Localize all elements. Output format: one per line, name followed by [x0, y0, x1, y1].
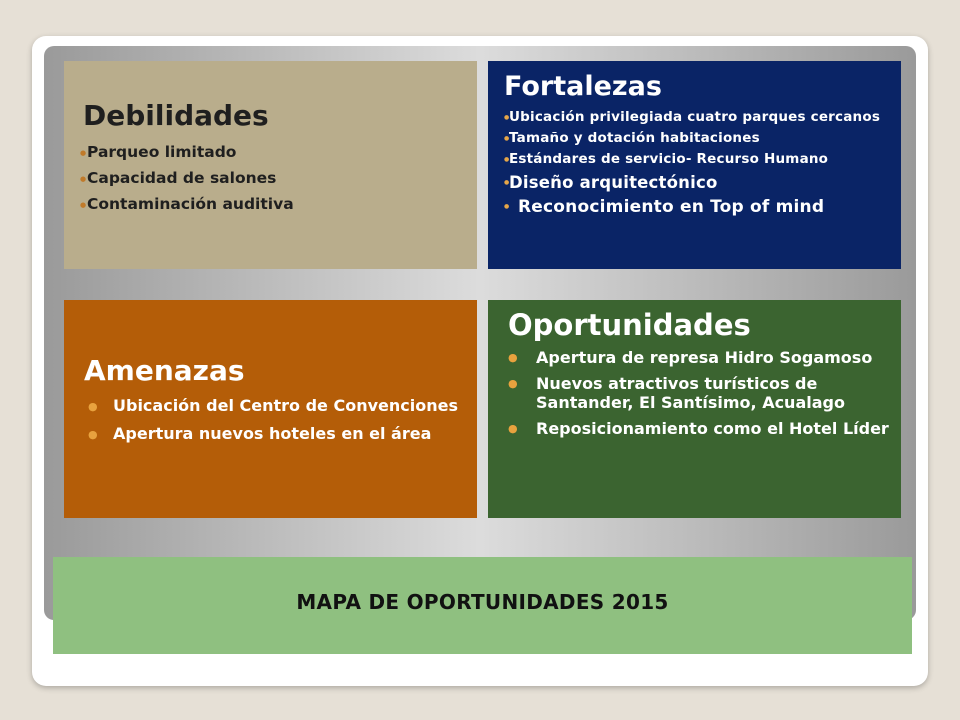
list-item: ● Nuevos atractivos turísticos de Santander, El Santísimo, Acualago [508, 374, 845, 412]
bullet-icon: ● [80, 149, 87, 157]
bullet-icon: ● [504, 179, 510, 186]
list-item: ● Estándares de servicio- Recurso Humano [504, 151, 829, 167]
amenazas-list [86, 395, 461, 451]
fortalezas-panel [488, 61, 901, 269]
oportunidades-title: Oportunidades [508, 308, 751, 342]
bullet-icon: ● [508, 377, 518, 390]
oportunidades-list [508, 348, 898, 445]
bullet-icon: ● [80, 201, 87, 209]
bullet-icon: ● [88, 400, 98, 413]
debilidades-title: Debilidades [83, 99, 269, 132]
list-item: ● Reconocimiento en Top of mind [504, 197, 825, 217]
bullet-icon: ● [504, 156, 510, 163]
bullet-icon: ● [508, 422, 518, 435]
bullet-icon: ● [88, 428, 98, 441]
list-item: ● Ubicación privilegiada cuatro parques cercanos [504, 109, 881, 125]
fortalezas-title: Fortalezas [504, 71, 662, 102]
amenazas-title: Amenazas [84, 354, 245, 387]
list-item: ● Capacidad de salones [80, 165, 460, 191]
amenazas-panel [64, 300, 477, 518]
bullet-icon: ● [504, 135, 510, 142]
bullet-icon: ● [504, 114, 510, 121]
bullet-icon: ● [508, 351, 518, 364]
title-banner [53, 557, 912, 654]
banner-title: MAPA DE OPORTUNIDADES 2015 [296, 590, 669, 614]
list-item: ● Diseño arquitectónico [504, 173, 718, 192]
oportunidades-panel [488, 300, 901, 518]
debilidades-panel [64, 61, 477, 269]
list-item: ● Tamaño y dotación habitaciones [504, 130, 760, 146]
list-item: ● Contaminación auditiva [80, 191, 460, 217]
bullet-icon: ● [504, 203, 510, 210]
list-item: ● Apertura de represa Hidro Sogamoso [508, 348, 873, 367]
list-item: ● Apertura nuevos hoteles en el área [86, 423, 461, 445]
fortalezas-list [504, 109, 884, 222]
list-item: ● Parqueo limitado [80, 139, 460, 165]
list-item: ● Ubicación del Centro de Convenciones [86, 395, 461, 417]
debilidades-list [80, 139, 460, 217]
bullet-icon: ● [80, 175, 87, 183]
list-item: ● Reposicionamiento como el Hotel Líder [508, 419, 889, 438]
